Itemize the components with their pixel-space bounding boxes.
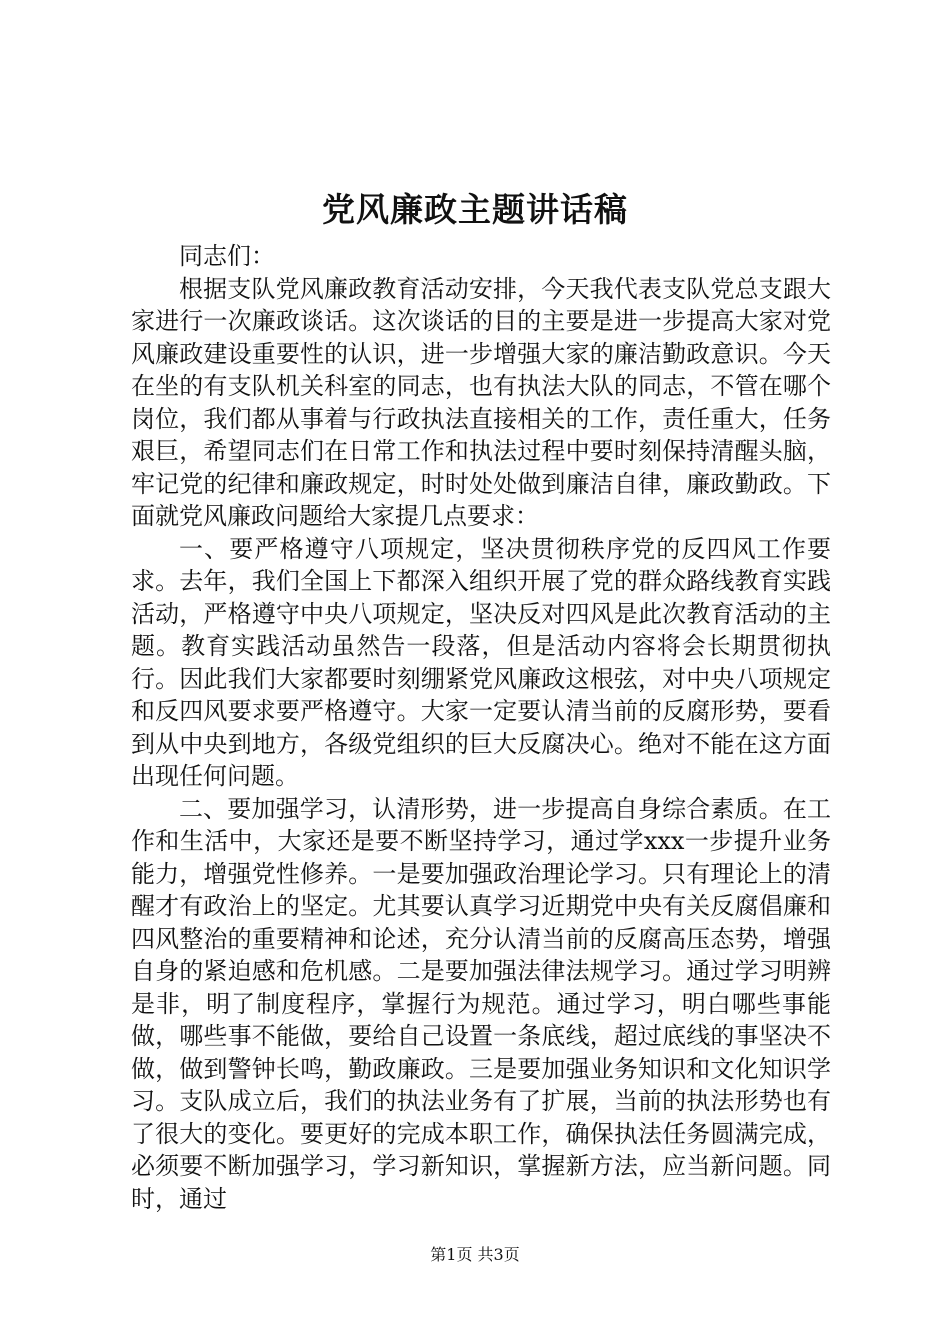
- paragraph-intro: 根据支队党风廉政教育活动安排，今天我代表支队党总支跟大家进行一次廉政谈话。这次谈话的目的主要是进一步提高大家对党风廉政建设重要性的认识，进一步增强大家的廉洁勤政意识。今天在坐的有支队机关科室的同志，也有执法大队的同志，不管在哪个岗位，我们都从事着与行政执法直接相关的工作，责任重大，任务艰巨，希望同志们在日常工作和执法过程中要时刻保持清醒头脑，牢记党的纪律和廉政规定，时时处处做到廉洁自律，廉政勤政。下面就党风廉政问题给大家提几点要求：: [131, 274, 831, 530]
- salutation: 同志们：: [179, 242, 275, 270]
- paragraph-point-one: 一、要严格遵守八项规定，坚决贯彻秩序党的反四风工作要求。去年，我们全国上下都深入组织开展了党的群众路线教育实践活动，严格遵守中央八项规定，坚决反对四风是此次教育活动的主题。教育实践活动虽然告一段落，但是活动内容将会长期贯彻执行。因此我们大家都要时刻绷紧党风廉政这根弦，对中央八项规定和反四风要求要严格遵守。大家一定要认清当前的反腐形势，要看到从中央到地方，各级党组织的巨大反腐决心。绝对不能在这方面出现任何问题。: [131, 534, 831, 790]
- page-footer: 第1页 共3页: [430, 1245, 520, 1264]
- paragraph-point-two: 二、要加强学习，认清形势，进一步提高自身综合素质。在工作和生活中，大家还是要不断坚持学习，通过学xxx一步提升业务能力，增强党性修养。一是要加强政治理论学习。只有理论上的清醒才有政治上的坚定。尤其要认真学习近期党中央有关反腐倡廉和四风整治的重要精神和论述，充分认清当前的反腐高压态势，增强自身的紧迫感和危机感。二是要加强法律法规学习。通过学习明辨是非，明了制度程序，掌握行为规范。通过学习，明白哪些事能做，哪些事不能做，要给自己设置一条底线，超过底线的事坚决不做，做到警钟长鸣，勤政廉政。三是要加强业务知识和文化知识学习。支队成立后，我们的执法业务有了扩展，当前的执法形势也有了很大的变化。要更好的完成本职工作，确保执法任务圆满完成，必须要不断加强学习，学习新知识，掌握新方法，应当新问题。同时，通过: [131, 794, 831, 1213]
- document-title: 党风廉政主题讲话稿: [322, 190, 628, 229]
- document-body: [131, 240, 831, 1215]
